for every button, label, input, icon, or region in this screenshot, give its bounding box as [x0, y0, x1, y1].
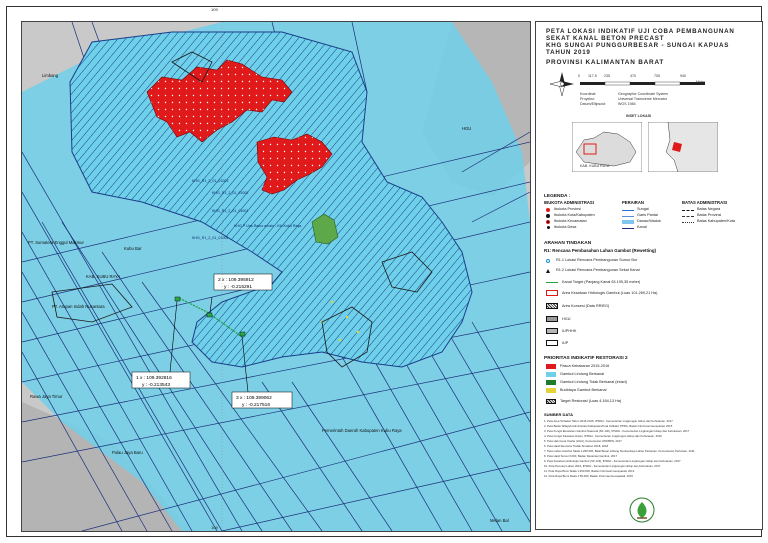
- river-symbol: [622, 210, 634, 211]
- perairan-item-3: Kanal: [637, 225, 647, 229]
- source-line: 1. Peta Area Terbakar Tahun 2015-2016, IPSDH - Kementerian Lingkungan Hidup dan Kehutanan, 2017: [544, 419, 673, 423]
- khg-area-item: Area Kesatuan Hidrologis Gambut (Luas 101.269,21 Ha): [562, 291, 658, 295]
- callout-1-line1: 1 x : 109.392816: [136, 376, 172, 381]
- canal-label-4: KHG_R1_2_01_01004: [192, 236, 229, 240]
- prioritas-item-2: Gambut Lindung Tidak Berkanal (intact): [560, 380, 627, 384]
- concession-item: Area Konsesi (Data RRIEG): [562, 304, 610, 308]
- proj-label-0: Koordinat:: [580, 92, 597, 96]
- iup-item: IUP: [562, 341, 569, 345]
- scale-tick-3: 470: [630, 74, 636, 78]
- regency-capital-icon: [546, 214, 550, 218]
- target-canal-item: Kanal Target (Panjang Kanal 63.195,35 meter): [562, 280, 641, 284]
- hgu-symbol: [546, 316, 558, 322]
- label-rawa-jaya: Rawa Jaya Timur: [30, 394, 63, 399]
- source-line: 11. Peta Rupa Bumi Skala 1:250.000, Badan Informasi Geospasial, 2013: [544, 469, 635, 473]
- r1-item-1: R1.2 Lokasi Rencana Pembangunan Sekat Kanal: [556, 268, 640, 272]
- perairan-item-2: Danau/Waduk: [637, 219, 661, 223]
- point-marker-3[interactable]: [240, 332, 245, 336]
- callout-point-1: [132, 372, 190, 388]
- lake-symbol: [622, 220, 634, 224]
- regency-border-symbol: [682, 222, 694, 223]
- r1-item-0: R1.1 Lokasi Rencana Pembangunan Sumur Bor: [556, 258, 638, 262]
- legend-title: LEGENDA :: [544, 194, 571, 199]
- batas-title: BATAS ADMINISTRASI: [682, 200, 728, 205]
- target-restoration-symbol: [546, 399, 556, 404]
- canal-block-icon: [546, 269, 550, 273]
- iuphhk-item: IUPHHK: [562, 329, 577, 333]
- label-limbang: Limbang: [42, 73, 59, 78]
- callout-1-line2: y : -0.213543: [142, 383, 171, 388]
- proj-value-0: Geographic Coordinate System: [618, 92, 669, 96]
- canal-label-2: KHG_R1_2_01_01002: [212, 191, 249, 195]
- agency-logo-icon: [628, 496, 656, 524]
- scale-tick-5: 940: [680, 74, 686, 78]
- main-map[interactable]: [21, 21, 531, 532]
- canal-label-3: KHG_R1_2_01_01001: [212, 209, 249, 213]
- callout-point-2: [214, 274, 272, 290]
- map-sheet: [6, 6, 762, 537]
- inset-label: KAB. KUBU RAYA: [580, 164, 610, 168]
- source-line: 4. Peta Fungsi Kawasan Hutan, IPSDH - Kementerian Lingkungan Hidup dan Kehutanan, 2016: [544, 434, 662, 438]
- prioritas-item-0: Pasca Kebakaran 2015-2016: [560, 364, 610, 368]
- label-pemerintah: Pemerintah Daerah Kabupaten Kubu Raya: [322, 428, 402, 433]
- batas-item-1: Batas Provinsi: [697, 213, 722, 217]
- iuphhk-symbol: [546, 328, 558, 334]
- khg-label: KHG P Uas-Ramo an/ain - Kih Kubu Raya: [234, 224, 302, 228]
- legend-panel: [535, 21, 763, 530]
- scale-unit: Meter: [696, 80, 706, 84]
- proj-value-2: WGS 1984: [618, 102, 636, 106]
- cultivation-symbol: [546, 388, 556, 393]
- proj-label-2: Datum/Ellipsoid:: [580, 102, 606, 106]
- label-pt-arupan: PT. Arupan Indah Nusantara: [52, 304, 105, 309]
- village-capital-icon: [547, 226, 550, 229]
- label-pt-sumatera: PT. Sumatera Enggul Makmur: [28, 240, 84, 245]
- source-line: 10. Peta Penutup Lahan 2016, IPSDH - Kementerian Lingkungan Hidup dan Kehutanan, 2017: [544, 464, 661, 468]
- canal-symbol: [622, 228, 634, 229]
- scale-tick-1: 117.5: [588, 74, 597, 78]
- district-capital-icon: [546, 220, 550, 224]
- source-line: 2. Peta Batas Wilayah Administrasi Kabupaten/Kota Indikatif, PPRA, Badan Informasi Geospasial, 2015: [544, 424, 673, 428]
- perairan-item-0: Sungai: [637, 207, 649, 211]
- ibukota-item-1: Ibukota Kota/Kabupaten: [554, 213, 595, 217]
- source-line: 9. Peta Kesatuan Hidrologis Gambut (SK.129), IPSDH - Kementerian Lingkungan Hidup dan Kehutanan, 2017: [544, 459, 681, 463]
- source-line: 8. Peta Hasil Survei 0.000, Badan Restorasi Gambut, 2017: [544, 454, 618, 458]
- ibukota-item-2: Ibukota Kecamatan: [554, 219, 587, 223]
- burn-area-symbol: [546, 364, 556, 369]
- sumber-title: SUMBER DATA: [544, 412, 573, 417]
- scale-bar: [580, 80, 712, 88]
- coastline-symbol: [622, 216, 634, 217]
- r1-title: R1: Rencana Pembasahan Lahan Gambut (Rewetting): [544, 248, 656, 253]
- intact-peat-symbol: [546, 380, 556, 385]
- well-icon: [546, 259, 550, 263]
- ibukota-item-0: Ibukota Provinsi: [554, 207, 582, 211]
- khg-area-symbol: [546, 290, 558, 296]
- bottom-coordinate-tick: 109: [211, 525, 218, 530]
- label-pulau-jaya: Pulau Jaya Baru: [112, 450, 143, 455]
- source-line: 3. Peta Fungsi Ekosistem Gambut Nasional (SK.130), IPSDH - Kementerian Lingkungan Hidup dan Kehutanan, 2017: [544, 429, 690, 433]
- protected-canal-symbol: [546, 372, 556, 377]
- scale-tick-0: 0: [578, 74, 580, 78]
- provincial-capital-icon: [546, 208, 550, 212]
- prioritas-title: PRIORITAS INDIKATIF RESTORASI 2: [544, 356, 628, 361]
- title-line-3: KHG SUNGAI PUNGGURBESAR - SUNGAI KAPUAS: [546, 42, 730, 49]
- target-restoration-item: Target Restorasi (Luas 4.184,13 Ha): [560, 399, 622, 403]
- title-line-4: TAHUN 2019: [546, 49, 591, 56]
- perairan-title: PERAIRAN: [622, 200, 644, 205]
- north-arrow-icon: [550, 72, 574, 96]
- scale-tick-4: 705: [654, 74, 660, 78]
- hgu-item: HGU: [562, 317, 571, 321]
- callout-point-3: [232, 392, 292, 408]
- title-line-2: SEKAT KANAL BETON PRECAST: [546, 35, 665, 42]
- point-marker-2[interactable]: [207, 313, 212, 317]
- proj-value-1: Universal Transverse Mercator: [618, 97, 667, 101]
- iup-symbol: [546, 340, 558, 346]
- province-title: PROVINSI KALIMANTAN BARAT: [546, 59, 665, 66]
- point-marker-1[interactable]: [175, 297, 180, 301]
- batas-item-0: Batas Negara: [697, 207, 721, 211]
- proj-label-1: Proyeksi:: [580, 97, 595, 101]
- ibukota-title: IBUKOTA ADMINISTRASI: [544, 200, 594, 205]
- callout-3-line2: y : -0.217516: [242, 403, 271, 408]
- perairan-item-1: Garis Pantai: [637, 213, 658, 217]
- source-line: 6. Peta Hasil Rencana Tindak Simaluan 2018, 2018: [544, 444, 609, 448]
- inset-map-detail: [648, 122, 718, 172]
- ibukota-item-3: Ibukota Desa: [554, 225, 577, 229]
- source-line: 7. Peta Lahan Gambut Skala 1:250.000, Balai Besar Litbang Sumberdaya Lahan Pertanian, Kementerian Pertanian, 2011: [544, 449, 695, 453]
- national-border-symbol: [682, 210, 694, 211]
- label-hgu: HGU: [462, 126, 472, 131]
- label-kubu-bar: Kubu Bar: [124, 246, 142, 251]
- arahan-title: ARAHAN TINDAKAN: [544, 241, 592, 246]
- province-border-symbol: [682, 216, 694, 217]
- map-canvas[interactable]: [22, 22, 530, 531]
- batas-item-2: Batas Kabupaten/Kota: [697, 219, 735, 223]
- source-line: 12. Peta Rupa Bumi Skala 1:50.000, Badan Informasi Geospasial, 2015: [544, 474, 633, 478]
- scale-tick-2: 235: [604, 74, 610, 78]
- target-canal-symbol: [546, 282, 558, 283]
- canal-label-1: KHG_R1_2_01_01003: [192, 179, 229, 183]
- prioritas-item-3: Budidaya Gambut Berkanal: [560, 388, 607, 392]
- prioritas-item-1: Gambut Lindung Berkanal: [560, 372, 605, 376]
- label-melan-bal: Melan Bal: [490, 518, 509, 523]
- inset-title: INSET LOKASI: [626, 114, 652, 118]
- concession-symbol: [546, 303, 558, 309]
- callout-2-line1: 2 x : 109.395912: [218, 278, 254, 283]
- top-coordinate-tick: 109: [211, 7, 218, 12]
- callout-2-line2: y : -0.215291: [224, 285, 253, 290]
- label-kab-kubu: KAB. KUBU RAYA: [86, 274, 121, 279]
- title-line-1: PETA LOKASI INDIKATIF UJI COBA PEMBANGUNAN: [546, 28, 735, 35]
- callout-3-line1: 3 x : 109.399062: [236, 396, 272, 401]
- source-line: 5. Peta Hak Guna Usaha (HGU), Kementerian ATR/BPN, 2017: [544, 439, 622, 443]
